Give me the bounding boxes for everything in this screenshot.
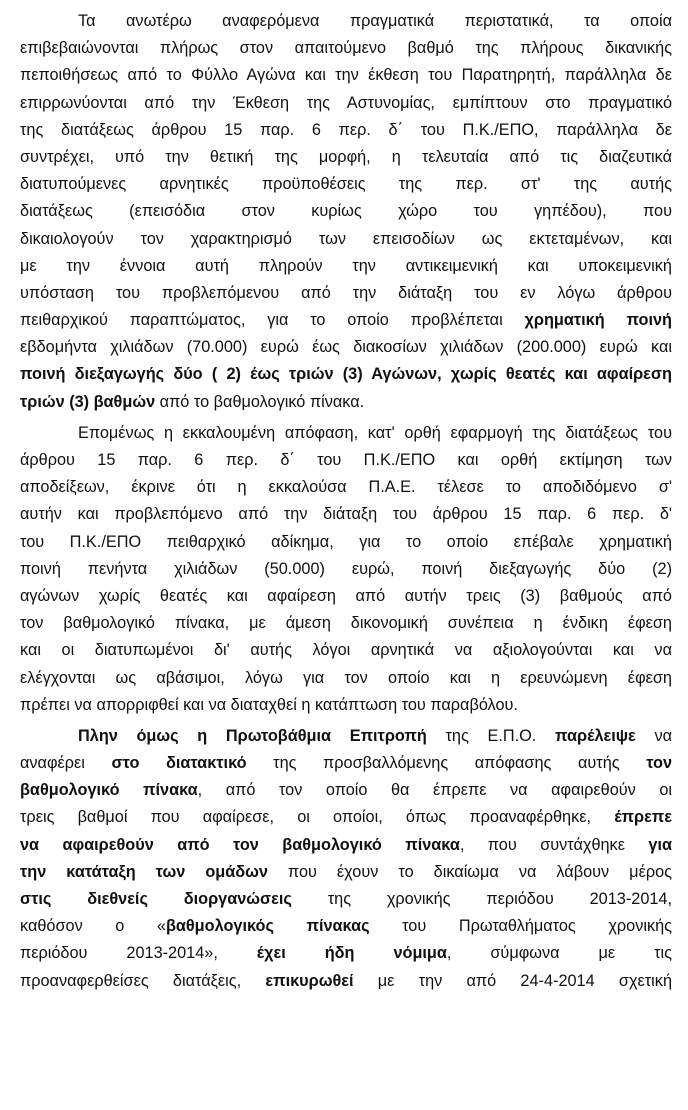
text-run: επιρρωνύονται από την Έκθεση της Αστυνομίας, εμπίπτουν στο πραγματικό [20, 93, 672, 112]
bold-text: βαθμολογικός πίνακας [165, 917, 370, 936]
text-line [20, 226, 672, 253]
text-run: ελέγχονται ως αβάσιμοι, λόγω για τον οποίο και η ερευνώμενη έφεση [20, 668, 672, 687]
text-run: επιβεβαιώνονται πλήρως στον απαιτούμενο βαθμό της πλήρους δικανικής [20, 39, 672, 58]
bold-text: χρηματική ποινή [524, 311, 672, 330]
text-line [20, 859, 672, 886]
bold-text: τριών (3) βαθμών [20, 392, 156, 411]
text-run: διατυπούμενες αρνητικές προϋποθέσεις της περ. στ' της αυτής [20, 175, 672, 194]
text-line [20, 692, 672, 719]
text-run: πρέπει να απορριφθεί και να διαταχθεί η κατάπτωση του παραβόλου. [20, 695, 518, 714]
text-line [20, 8, 672, 35]
text-run: να [635, 726, 672, 745]
text-line [20, 389, 672, 416]
paragraph [20, 723, 672, 995]
text-line [20, 556, 672, 583]
text-line [20, 253, 672, 280]
text-line [20, 583, 672, 610]
text-run: της προσβαλλόμενης απόφασης αυτής [246, 754, 647, 773]
text-line [20, 62, 672, 89]
text-line [20, 723, 672, 750]
bold-text: τον [646, 754, 672, 773]
text-line [20, 280, 672, 307]
text-run: δικαιολογούν τον χαρακτηρισμό των επεισοδίων ως εκτεταμένων, και [20, 229, 672, 248]
text-line [20, 610, 672, 637]
text-line [20, 832, 672, 859]
bold-text: έχει ήδη νόμιμα [256, 944, 447, 963]
paragraph [20, 8, 672, 416]
text-line [20, 665, 672, 692]
text-line [20, 637, 672, 664]
text-run: προαναφερθείσες διατάξεις, [20, 971, 266, 990]
text-run: αυτήν και προβλεπόμενο από την διάταξη του άρθρου 15 παρ. 6 περ. δ' [20, 505, 672, 524]
text-run: αναφέρει [20, 754, 112, 773]
text-run: άρθρου 15 παρ. 6 περ. δ΄ του Π.Κ./ΕΠΟ και ορθή εκτίμηση των [20, 451, 672, 469]
bold-text: παρέλειψε [555, 726, 636, 745]
paragraph [20, 420, 672, 719]
text-line [20, 334, 672, 361]
text-run: τον βαθμολογικό πίνακα, με άμεση δικονομική συνέπεια η ένδικη έφεση [20, 614, 672, 633]
text-line [20, 886, 672, 913]
text-run: του Πρωταθλήματος χρονικής [369, 917, 672, 936]
text-run: υπόσταση του προβλεπόμενου από την διάταξη του εν λόγω άρθρου [20, 283, 672, 302]
text-run: και οι διατυπωμένοι δι' αυτής λόγοι αρνητικά να αξιολογούνται και να [20, 641, 672, 660]
bold-text: την κατάταξη των ομάδων [20, 862, 268, 881]
text-line [20, 804, 672, 831]
text-run: ποινή πενήντα χιλιάδων (50.000) ευρώ, ποινή διεξαγωγής δύο (2) [20, 559, 672, 578]
bold-text: για [648, 835, 672, 854]
text-run: του Π.Κ./ΕΠΟ πειθαρχικό αδίκημα, για το οποίο επέβαλε χρηματική [20, 532, 672, 551]
text-run: Τα ανωτέρω αναφερόμενα πραγματικά περιστατικά, τα οποία [78, 12, 672, 30]
text-run: αποδείξεων, έκρινε ότι η εκκαλούσα Π.Α.Ε. τέλεσε το αποδιδόμενο σ' [20, 478, 672, 497]
text-run: της Ε.Π.Ο. [426, 726, 556, 745]
text-line [20, 750, 672, 777]
text-run: , από τον οποίο θα έπρεπε να αφαιρεθούν οι [197, 781, 672, 800]
text-line [20, 35, 672, 62]
text-run: πεποιθήσεως από το Φύλλο Αγώνα και την έκθεση του Παρατηρητή, παράλληλα δε [20, 66, 672, 85]
text-run: περιόδου 2013-2014», [20, 944, 257, 963]
text-run: της διατάξεως άρθρου 15 παρ. 6 περ. δ΄ του Π.Κ./ΕΠΟ, παράλληλα δε [20, 120, 672, 139]
text-line [20, 447, 672, 474]
bold-text: επικυρωθεί [265, 971, 354, 990]
text-line [20, 361, 672, 388]
bold-text: στο διατακτικό [111, 754, 247, 773]
text-run: Επομένως η εκκαλουμένη απόφαση, κατ' ορθή εφαρμογή της διατάξεως του [78, 423, 672, 442]
text-run: συντρέχει, υπό την θετική της μορφή, η τελευταία από τις διαζευτικά [20, 147, 672, 166]
bold-text: να αφαιρεθούν από τον βαθμολογικό πίνακα [20, 835, 460, 854]
text-line [20, 198, 672, 225]
text-line [20, 501, 672, 528]
bold-text: ποινή διεξαγωγής δύο ( 2) έως τριών (3) Αγώνων, χωρίς θεατές και αφαίρεση [20, 365, 672, 384]
text-run: , που συντάχθηκε [459, 835, 649, 854]
bold-text: Πλην όμως η Πρωτοβάθμια Επιτροπή [78, 726, 427, 745]
text-line [20, 90, 672, 117]
text-line [20, 144, 672, 171]
text-line [20, 117, 672, 144]
text-line [20, 913, 672, 940]
text-line [20, 529, 672, 556]
text-run: αγώνων χωρίς θεατές και αφαίρεση από αυτήν τρεις (3) βαθμούς από [20, 586, 672, 605]
text-line [20, 307, 672, 334]
bold-text: στις διεθνείς διοργανώσεις [20, 890, 292, 908]
text-run: τρεις βαθμοί που αφαίρεσε, οι οποίοι, όπως προαναφέρθηκε, [20, 808, 615, 827]
text-run: με την έννοια αυτή πληρούν την αντικειμενική και υποκειμενική [20, 256, 672, 275]
text-line [20, 940, 672, 967]
bold-text: έπρεπε [614, 808, 672, 827]
text-run: πειθαρχικού παραπτώματος, για το οποίο προβλέπεται [20, 311, 525, 330]
text-run: από το βαθμολογικό πίνακα. [155, 392, 365, 411]
text-line [20, 474, 672, 501]
text-run: καθόσον ο « [20, 917, 166, 936]
text-run: που έχουν το δικαίωμα να λάβουν μέρος [267, 862, 672, 881]
text-run: , σύμφωνα με τις [446, 944, 672, 963]
bold-text: βαθμολογικό πίνακα [20, 781, 198, 800]
text-run: με την από 24-4-2014 σχετική [353, 971, 672, 990]
text-line [20, 420, 672, 447]
text-line [20, 968, 672, 995]
text-run: διατάξεως (επεισόδια στον κυρίως χώρο του γηπέδου), που [20, 202, 672, 221]
text-run: της χρονικής περιόδου 2013-2014, [291, 890, 672, 908]
text-run: εβδομήντα χιλιάδων (70.000) ευρώ έως διακοσίων χιλιάδων (200.000) ευρώ και [20, 338, 672, 357]
document-body [20, 8, 672, 995]
text-line [20, 777, 672, 804]
text-line [20, 171, 672, 198]
